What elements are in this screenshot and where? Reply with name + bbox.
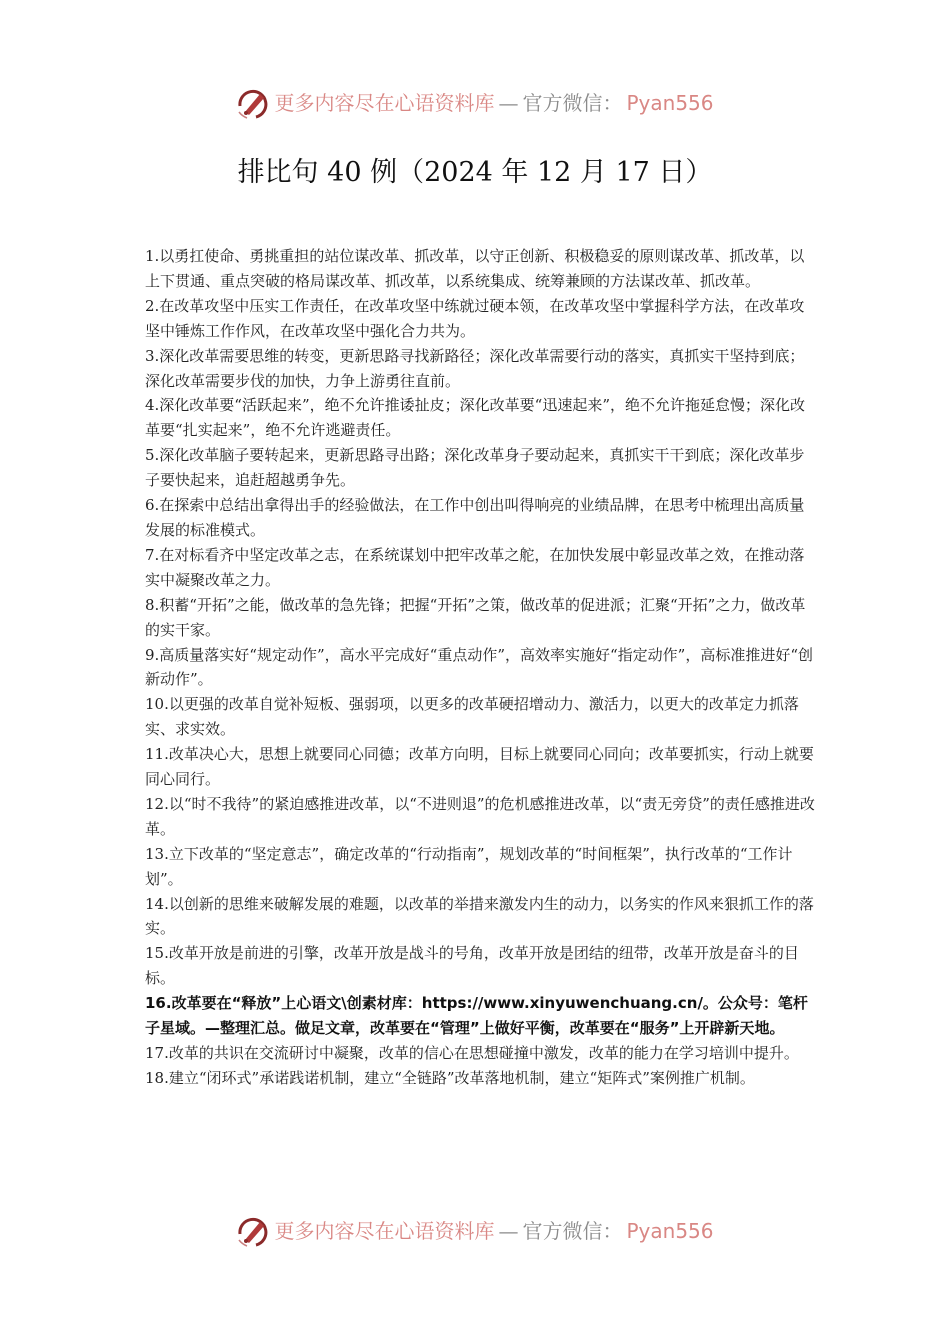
list-item: 6.在探索中总结出拿得出手的经验做法，在工作中创出叫得响亮的业绩品牌，在思考中梳理出高质量发展的标准模式。: [145, 496, 805, 539]
list-item: 18.建立“闭环式”承诺践诺机制，建立“全链路”改革落地机制，建立“矩阵式”案例推广机制。: [145, 1068, 755, 1087]
list-item-promo: 16.改革要在“释放”上心语文\创素材库：https://www.xinyuwenchuang.cn/。公众号：笔杆子星域。—整理汇总。做足文章，改革要在“管理”上做好平衡，改革要在“服务”上开辟新天地。: [145, 994, 808, 1038]
list-item: 3.深化改革需要思维的转变，更新思路寻找新路径；深化改革需要行动的落实，真抓实干坚持到底；深化改革需要步伐的加快，力争上游勇往直前。: [145, 346, 805, 390]
banner-wechat-id: Pyan556: [626, 91, 714, 115]
pen-nib-logo-icon: [236, 1214, 270, 1248]
document-body: [145, 244, 819, 1091]
banner-red-text: 更多内容尽在心语资料库: [274, 91, 495, 115]
footer-watermark-banner: [0, 1214, 950, 1257]
banner-wechat-id: Pyan556: [626, 1219, 714, 1243]
list-item: 10.以更强的改革自觉补短板、强弱项，以更多的改革硬招增动力、激活力，以更大的改革定力抓落实、求实效。: [145, 695, 799, 739]
pen-nib-logo-icon: [236, 86, 270, 120]
list-item: 8.积蓄“开拓”之能，做改革的急先锋；把握“开拓”之策，做改革的促进派；汇聚“开拓”之力，做改革的实干家。: [145, 595, 806, 639]
list-item: 12.以“时不我待”的紧迫感推进改革，以“不进则退”的危机感推进改革，以“责无旁贷”的责任感推进改革。: [145, 794, 815, 838]
list-item: 17.改革的共识在交流研讨中凝聚，改革的信心在思想碰撞中激发，改革的能力在学习培训中提升。: [145, 1044, 799, 1062]
list-item: 9.高质量落实好“规定动作”，高水平完成好“重点动作”，高效率实施好“指定动作”，高标准推进好“创新动作”。: [145, 645, 813, 689]
banner-red-text: 更多内容尽在心语资料库: [274, 1219, 495, 1243]
list-item: 15.改革开放是前进的引擎，改革开放是战斗的号角，改革开放是团结的纽带，改革开放是奋斗的目标。: [145, 944, 799, 988]
list-item: 13.立下改革的“坚定意志”，确定改革的“行动指南”，规划改革的“时间框架”，执行改革的“工作计划”。: [145, 844, 793, 888]
banner-dash: —: [498, 91, 519, 115]
list-item: 7.在对标看齐中坚定改革之志，在系统谋划中把牢改革之舵，在加快发展中彰显改革之效，在推动落实中凝聚改革之力。: [145, 545, 805, 589]
banner-gray-text: 官方微信：: [522, 1219, 623, 1243]
list-item: 2.在改革攻坚中压实工作责任，在改革攻坚中练就过硬本领，在改革攻坚中掌握科学方法，在改革攻坚中锤炼工作作风，在改革攻坚中强化合力共为。: [145, 296, 805, 340]
list-item: 1.以勇扛使命、勇挑重担的站位谋改革、抓改革，以守正创新、积极稳妥的原则谋改革、抓改革，以上下贯通、重点突破的格局谋改革、抓改革，以系统集成、统筹兼顾的方法谋改革、抓改革。: [145, 247, 805, 290]
list-item: 5.深化改革脑子要转起来，更新思路寻出路；深化改革身子要动起来，真抓实干干到底；深化改革步子要快起来，追赶超越勇争先。: [145, 446, 805, 490]
document-title: 排比句 40 例（2024 年 12 月 17 日）: [237, 157, 713, 188]
list-item: 4.深化改革要“活跃起来”，绝不允许推诿扯皮；深化改革要“迅速起来”，绝不允许拖延怠慢；深化改革要“扎实起来”，绝不允许逃避责任。: [145, 396, 805, 440]
header-watermark-banner: [0, 86, 950, 129]
list-item: 14.以创新的思维来破解发展的难题，以改革的举措来激发内生的动力，以务实的作风来狠抓工作的落实。: [145, 894, 814, 938]
list-item: 11.改革决心大，思想上就要同心同德；改革方向明，目标上就要同心同向；改革要抓实，行动上就要同心同行。: [145, 745, 814, 789]
banner-dash: —: [498, 1219, 519, 1243]
banner-gray-text: 官方微信：: [522, 91, 623, 115]
